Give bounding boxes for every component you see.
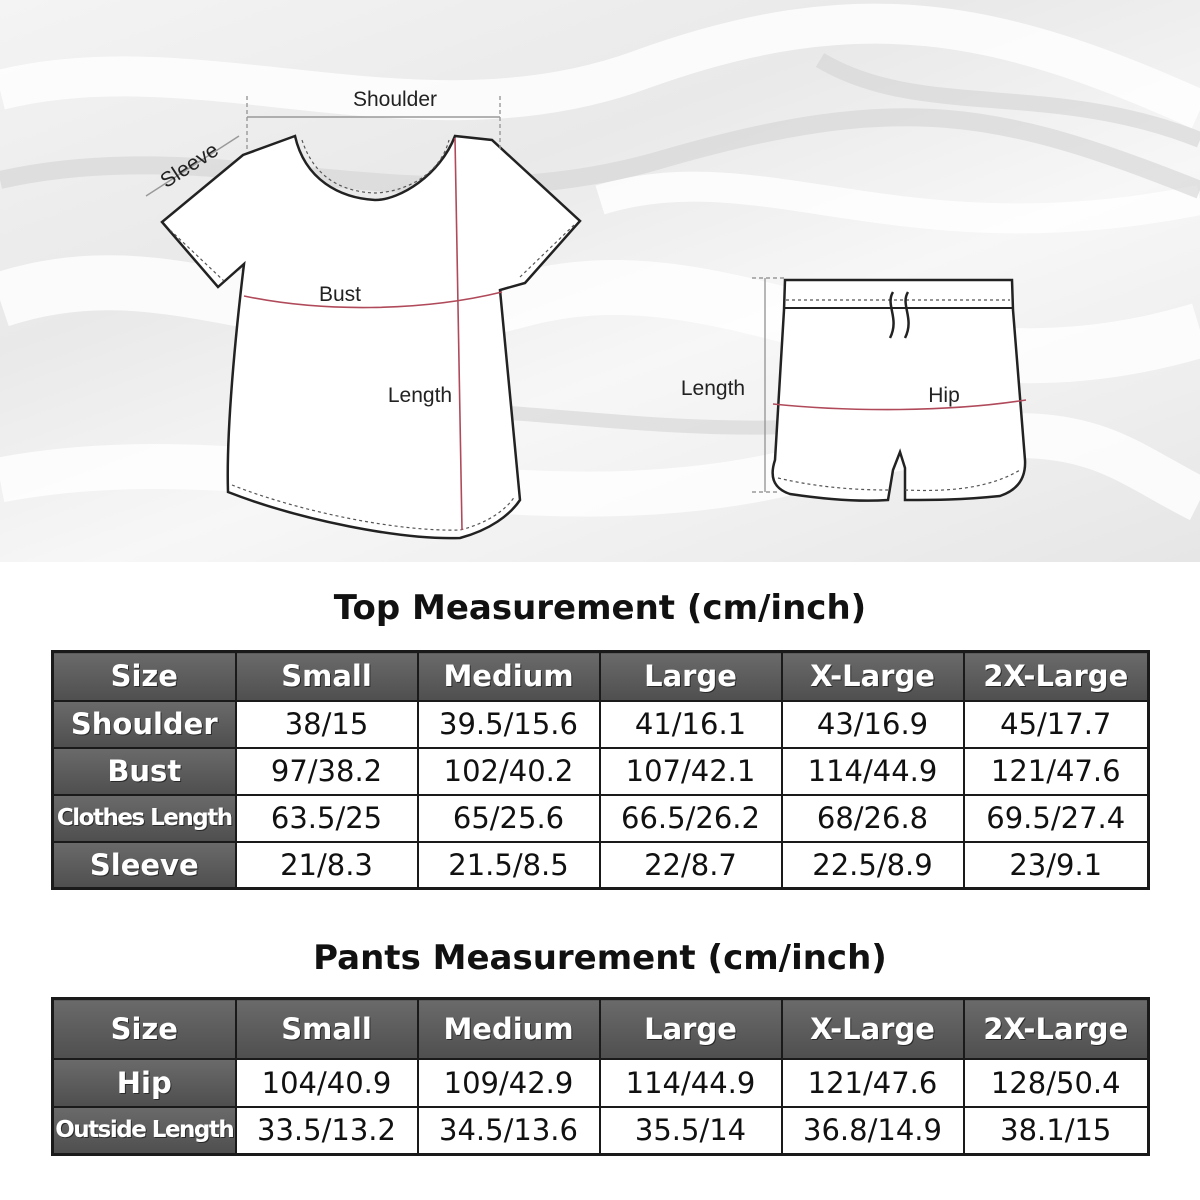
row-label: Outside Length bbox=[53, 1107, 236, 1155]
header-cell: X-Large bbox=[782, 652, 964, 701]
header-cell: Large bbox=[600, 652, 782, 701]
table-cell: 21.5/8.5 bbox=[418, 842, 600, 889]
row-label: Bust bbox=[53, 748, 236, 795]
table-row bbox=[53, 748, 1149, 795]
table-cell: 66.5/26.2 bbox=[600, 795, 782, 842]
top-measurement-table bbox=[51, 650, 1150, 890]
table-cell: 41/16.1 bbox=[600, 701, 782, 748]
bust-label: Bust bbox=[318, 283, 362, 306]
row-label: Hip bbox=[53, 1059, 236, 1107]
header-cell: 2X-Large bbox=[964, 999, 1149, 1059]
table-cell: 128/50.4 bbox=[964, 1059, 1149, 1107]
table-cell: 36.8/14.9 bbox=[782, 1107, 964, 1155]
pants-length-label: Length bbox=[680, 377, 746, 400]
header-cell: 2X-Large bbox=[964, 652, 1149, 701]
top-length-label: Length bbox=[387, 384, 453, 407]
table-cell: 33.5/13.2 bbox=[236, 1107, 418, 1155]
hip-label: Hip bbox=[928, 384, 960, 407]
table-cell: 34.5/13.6 bbox=[418, 1107, 600, 1155]
table-cell: 121/47.6 bbox=[964, 748, 1149, 795]
table-cell: 102/40.2 bbox=[418, 748, 600, 795]
table-cell: 114/44.9 bbox=[782, 748, 964, 795]
table-row bbox=[53, 1107, 1149, 1155]
header-cell: Large bbox=[600, 999, 782, 1059]
table-cell: 69.5/27.4 bbox=[964, 795, 1149, 842]
table-cell: 65/25.6 bbox=[418, 795, 600, 842]
table-cell: 22.5/8.9 bbox=[782, 842, 964, 889]
table-row bbox=[53, 701, 1149, 748]
table-cell: 45/17.7 bbox=[964, 701, 1149, 748]
diagram-svg bbox=[0, 0, 1200, 562]
top-table-title: Top Measurement (cm/inch) bbox=[333, 588, 867, 628]
table-row bbox=[53, 842, 1149, 889]
header-cell: Medium bbox=[418, 999, 600, 1059]
table-cell: 23/9.1 bbox=[964, 842, 1149, 889]
header-cell: Size bbox=[53, 999, 236, 1059]
table-cell: 109/42.9 bbox=[418, 1059, 600, 1107]
header-cell: Small bbox=[236, 999, 418, 1059]
table-cell: 68/26.8 bbox=[782, 795, 964, 842]
table-header-row bbox=[53, 652, 1149, 701]
table-cell: 63.5/25 bbox=[236, 795, 418, 842]
sleeve-label: Sleeve bbox=[156, 138, 223, 193]
row-label: Sleeve bbox=[53, 842, 236, 889]
table-cell: 21/8.3 bbox=[236, 842, 418, 889]
table-cell: 43/16.9 bbox=[782, 701, 964, 748]
table-cell: 114/44.9 bbox=[600, 1059, 782, 1107]
table-row bbox=[53, 1059, 1149, 1107]
table-cell: 39.5/15.6 bbox=[418, 701, 600, 748]
table-cell: 121/47.6 bbox=[782, 1059, 964, 1107]
header-cell: Size bbox=[53, 652, 236, 701]
row-label: Shoulder bbox=[53, 701, 236, 748]
table-cell: 38.1/15 bbox=[964, 1107, 1149, 1155]
header-cell: Medium bbox=[418, 652, 600, 701]
table-cell: 107/42.1 bbox=[600, 748, 782, 795]
table-cell: 104/40.9 bbox=[236, 1059, 418, 1107]
header-cell: X-Large bbox=[782, 999, 964, 1059]
table-cell: 97/38.2 bbox=[236, 748, 418, 795]
table-cell: 35.5/14 bbox=[600, 1107, 782, 1155]
row-label: Clothes Length bbox=[53, 795, 236, 842]
garment-diagram bbox=[0, 0, 1200, 562]
table-row bbox=[53, 795, 1149, 842]
table-cell: 38/15 bbox=[236, 701, 418, 748]
header-cell: Small bbox=[236, 652, 418, 701]
table-cell: 22/8.7 bbox=[600, 842, 782, 889]
shoulder-label: Shoulder bbox=[352, 88, 438, 111]
pants-table-title: Pants Measurement (cm/inch) bbox=[313, 938, 887, 978]
pants-measurement-table bbox=[51, 997, 1150, 1156]
table-header-row bbox=[53, 999, 1149, 1059]
